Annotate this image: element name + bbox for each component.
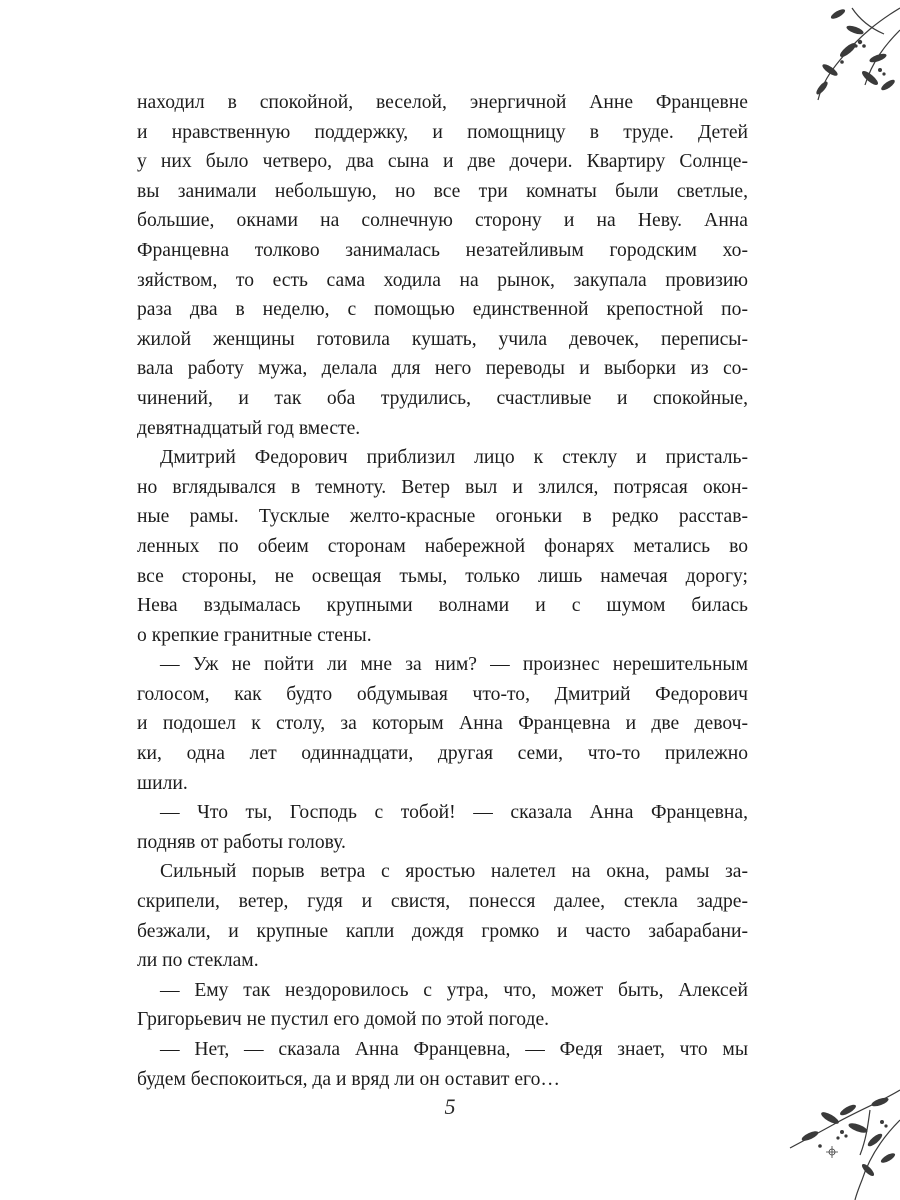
paragraph — [137, 857, 748, 975]
text-line: ки, одна лет одиннадцати, другая семи, что-то прилежно — [137, 743, 748, 765]
text-line: Нева вздымалась крупными волнами и с шумом билась — [137, 595, 748, 617]
text-line: большие, окнами на солнечную сторону и на Неву. Анна — [137, 210, 748, 232]
text-line: находил в спокойной, веселой, энергичной Анне Францевне — [137, 92, 748, 113]
text-line: девятнадцатый год вместе. — [137, 417, 361, 439]
paragraph — [137, 798, 748, 857]
text-line: ли по стеклам. — [137, 950, 259, 972]
text-line: безжали, и крупные капли дождя громко и часто забарабани- — [137, 920, 748, 942]
text-line: раза два в неделю, с помощью единственной крепостной по- — [137, 299, 748, 321]
text-line: чинений, и так оба трудились, счастливые и спокойные, — [137, 387, 748, 409]
text-line: Григорьевич не пустил его домой по этой погоде. — [137, 1009, 550, 1031]
floral-ornament-bottom-icon — [750, 1080, 900, 1200]
text-line: о крепкие гранитные стены. — [137, 624, 372, 646]
page-number: 5 — [444, 1094, 456, 1119]
text-line: все стороны, не освещая тьмы, только лишь намечая дорогу; — [137, 565, 748, 587]
paragraph — [137, 88, 748, 443]
text-line: Францевна толково занималась незатейливым городским хо- — [137, 239, 748, 261]
text-line: Сильный порыв ветра с яростью налетел на окна, рамы за- — [160, 861, 748, 883]
text-line: — Нет, — сказала Анна Францевна, — Федя знает, что мы — [160, 1039, 748, 1060]
text-line: шили. — [137, 772, 188, 794]
page-body-text — [137, 88, 748, 1094]
text-line: ные рамы. Тусклые желто-красные огоньки в редко расстав- — [137, 506, 748, 528]
text-line: — Что ты, Господь с тобой! — сказала Анна Францевна, — [160, 802, 748, 824]
text-line: подняв от работы голову. — [137, 831, 346, 853]
text-line: голосом, как будто обдумывая что-то, Дмитрий Федорович — [137, 683, 748, 705]
text-line: у них было четверо, два сына и две дочери. Квартиру Солнце- — [137, 151, 748, 173]
text-line: и нравственную поддержку, и помощницу в труде. Детей — [137, 121, 748, 143]
text-line: но вглядывался в темноту. Ветер выл и злился, потрясая окон- — [137, 476, 748, 498]
paragraph — [137, 1035, 748, 1094]
floral-ornament-top-icon — [760, 0, 900, 110]
paragraph — [137, 443, 748, 650]
text-line: ленных по обеим сторонам набережной фонарях метались во — [137, 535, 748, 557]
text-line: зяйством, то есть сама ходила на рынок, закупала провизию — [137, 269, 748, 291]
text-line: жилой женщины готовила кушать, учила девочек, переписы- — [137, 328, 748, 350]
text-line: Дмитрий Федорович приблизил лицо к стеклу и присталь- — [160, 447, 748, 469]
text-line: — Уж не пойти ли мне за ним? — произнес нерешительным — [160, 654, 748, 676]
paragraph — [137, 650, 748, 798]
text-line: скрипели, ветер, гудя и свистя, понесся далее, стекла задре- — [137, 891, 748, 913]
text-line: вала работу мужа, делала для него переводы и выборки из со- — [137, 358, 748, 380]
text-line: и подошел к столу, за которым Анна Францевна и две девоч- — [137, 713, 748, 735]
text-line: будем беспокоиться, да и вряд ли он оставит его… — [137, 1068, 560, 1090]
text-line: вы занимали небольшую, но все три комнаты были светлые, — [137, 180, 748, 202]
text-line: — Ему так нездоровилось с утра, что, может быть, Алексей — [160, 979, 748, 1001]
paragraph — [137, 976, 748, 1035]
